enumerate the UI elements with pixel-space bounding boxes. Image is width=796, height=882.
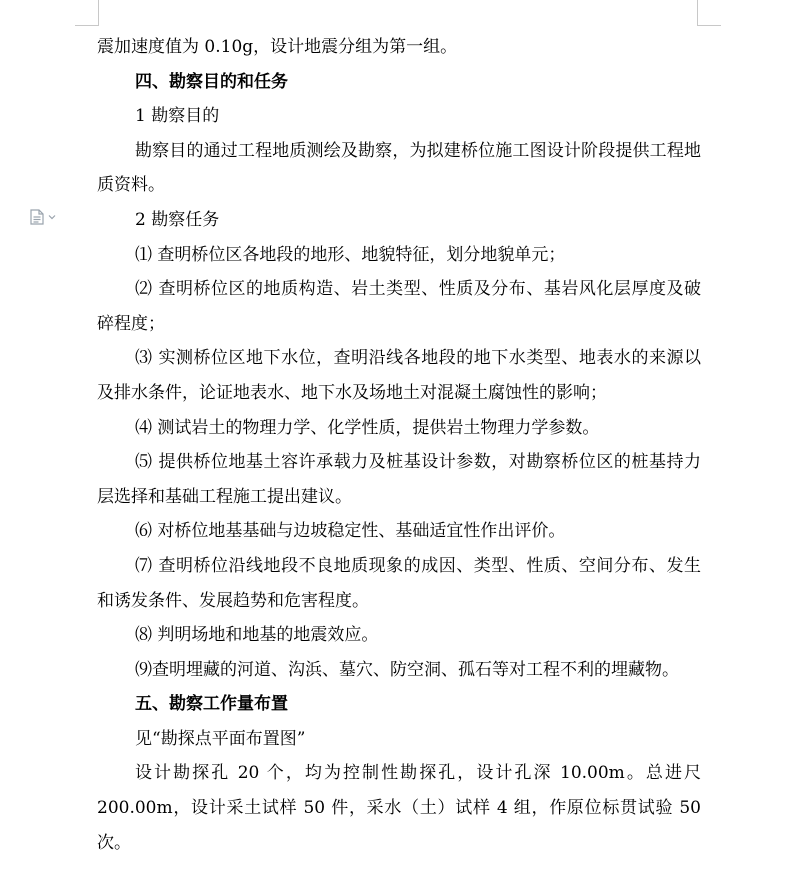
margin-mark-top-left-vertical <box>98 0 99 25</box>
task-item-8: ⑻ 判明场地和地基的地震效应。 <box>135 625 379 646</box>
task-item-7: ⑺ 查明桥位沿线地段不良地质现象的成因、类型、性质、空间分布、发生和诱发条件、发展趋势和危害程度。 <box>97 555 701 611</box>
paragraph-seismic: 震加速度值为 0.10g，设计地震分组为第一组。 <box>97 37 458 57</box>
subheading-purpose: 1 勘察目的 <box>135 106 220 127</box>
task-item-2: ⑵ 查明桥位区的地质构造、岩土类型、性质及分布、基岩风化层厚度及破碎程度； <box>97 279 701 334</box>
task-item-4: ⑷ 测试岩土的物理力学、化学性质，提供岩土物理力学参数。 <box>135 417 600 438</box>
margin-mark-top-left-horizontal <box>75 25 99 26</box>
section-heading-5: 五、勘察工作量布置 <box>135 694 288 715</box>
paragraph-see-plan: 见“勘探点平面布置图” <box>135 728 306 749</box>
margin-mark-top-right-vertical <box>697 0 698 25</box>
document-icon <box>30 209 44 225</box>
task-item-6: ⑹ 对桥位地基基础与边坡稳定性、基础适宜性作出评价。 <box>135 521 566 542</box>
task-item-3: ⑶ 实测桥位区地下水位，查明沿线各地段的地下水类型、地表水的来源以及排水条件，论证地表水、地下水及场地土对混凝土腐蚀性的影响； <box>97 348 701 403</box>
margin-mark-top-right-horizontal <box>697 25 721 26</box>
paragraph-menu-button[interactable] <box>30 209 56 225</box>
task-item-1: ⑴ 查明桥位区各地段的地形、地貌特征，划分地貌单元； <box>135 244 566 265</box>
paragraph-workload: 设计勘探孔 20 个，均为控制性勘探孔，设计孔深 10.00m。总进尺 200.00m，设计采土试样 50 件，采水（土）试样 4 组，作原位标贯试验 50 次。 <box>97 763 701 853</box>
paragraph-purpose: 勘察目的通过工程地质测绘及勘察，为拟建桥位施工图设计阶段提供工程地质资料。 <box>97 140 701 196</box>
document-body[interactable] <box>97 30 701 860</box>
task-item-9: ⑼查明埋藏的河道、沟浜、墓穴、防空洞、孤石等对工程不利的埋藏物。 <box>135 659 679 680</box>
section-heading-4: 四、勘察目的和任务 <box>135 71 288 92</box>
subheading-tasks: 2 勘察任务 <box>135 209 220 230</box>
task-item-5: ⑸ 提供桥位地基土容许承载力及桩基设计参数，对勘察桥位区的桩基持力层选择和基础工程施工提出建议。 <box>97 452 701 507</box>
chevron-down-icon <box>48 214 56 220</box>
